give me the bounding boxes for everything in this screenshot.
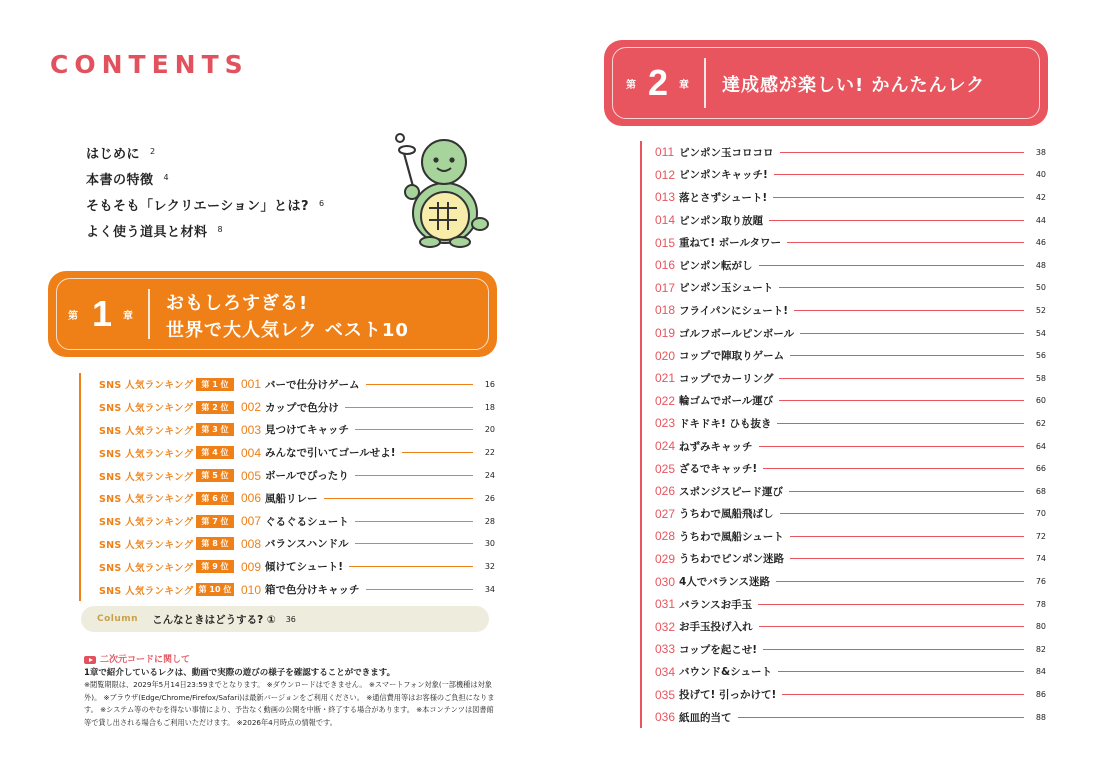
- item-title: 見つけてキャッチ: [265, 424, 349, 437]
- item-title: フライパンにシュート!: [679, 304, 789, 317]
- item-number: 031: [655, 597, 676, 612]
- intro-page: 2: [150, 147, 156, 156]
- leader-line: [769, 220, 1024, 221]
- item-title: 輪ゴムでボール運び: [679, 395, 774, 408]
- item-number: 007: [241, 514, 262, 529]
- leader-line: [779, 287, 1024, 288]
- item-page: 80: [1035, 622, 1046, 632]
- leader-line: [780, 152, 1025, 153]
- list-item[interactable]: [642, 435, 1046, 458]
- item-page: 32: [484, 562, 495, 572]
- item-number: 006: [241, 491, 262, 506]
- item-number: 012: [655, 167, 676, 182]
- list-item[interactable]: [642, 615, 1046, 638]
- item-page: 24: [484, 471, 495, 481]
- leader-line: [763, 649, 1024, 650]
- item-page: 76: [1035, 577, 1046, 587]
- turtle-mascot-illustration: [382, 128, 492, 248]
- leader-line: [324, 498, 474, 499]
- item-number: 005: [241, 468, 262, 483]
- chapter-dai: 第: [626, 80, 636, 91]
- rank-badge: 第 8 位: [196, 537, 234, 550]
- leader-line: [366, 589, 474, 590]
- item-title: ぐるぐるシュート: [265, 515, 349, 528]
- item-page: 72: [1035, 531, 1046, 541]
- item-page: 54: [1035, 328, 1046, 338]
- contents-title: CONTENTS: [50, 50, 249, 79]
- item-number: 024: [655, 439, 676, 454]
- video-play-icon: [84, 656, 96, 664]
- item-title: うちわで風船飛ばし: [679, 508, 774, 521]
- item-number: 022: [655, 393, 676, 408]
- sns-ranking-label: SNS 人気ランキング: [99, 494, 194, 506]
- leader-line: [780, 513, 1025, 514]
- item-number: 017: [655, 280, 676, 295]
- list-item[interactable]: [642, 570, 1046, 593]
- list-item[interactable]: [642, 412, 1046, 435]
- leader-line: [790, 355, 1024, 356]
- leader-line: [773, 197, 1024, 198]
- item-number: 001: [241, 377, 262, 392]
- chapter-divider: [704, 58, 706, 108]
- column-page: 36: [285, 614, 296, 624]
- item-number: 030: [655, 574, 676, 589]
- leader-line: [774, 174, 1024, 175]
- leader-line: [790, 558, 1024, 559]
- item-page: 86: [1035, 690, 1046, 700]
- list-item[interactable]: [642, 503, 1046, 526]
- leader-line: [789, 491, 1024, 492]
- item-number: 025: [655, 461, 676, 476]
- chapter-dai: 第: [68, 311, 78, 322]
- list-item[interactable]: [642, 141, 1046, 164]
- list-item[interactable]: [642, 525, 1046, 548]
- item-title: 箱で色分けキャッチ: [265, 584, 360, 597]
- item-title: ピンポンキャッチ!: [679, 169, 768, 182]
- item-number: 016: [655, 258, 676, 273]
- list-item[interactable]: [642, 457, 1046, 480]
- leader-line: [778, 671, 1024, 672]
- item-page: 82: [1035, 644, 1046, 654]
- item-page: 30: [484, 539, 495, 549]
- item-page: 40: [1035, 170, 1046, 180]
- intro-item: [86, 221, 325, 247]
- list-item[interactable]: [81, 419, 495, 442]
- item-page: 44: [1035, 215, 1046, 225]
- intro-page: 8: [217, 225, 224, 234]
- item-page: 66: [1035, 464, 1046, 474]
- leader-line: [366, 384, 474, 385]
- item-page: 48: [1035, 260, 1046, 270]
- chapter-number: 2: [648, 62, 669, 103]
- item-number: 002: [241, 400, 262, 415]
- item-title: ドキドキ! ひも抜き: [679, 417, 772, 430]
- rank-badge: 第 1 位: [196, 378, 234, 391]
- item-number: 018: [655, 303, 676, 318]
- item-number: 019: [655, 326, 676, 341]
- rank-badge: 第 3 位: [196, 423, 234, 436]
- item-page: 46: [1035, 238, 1046, 248]
- list-item[interactable]: [81, 510, 495, 533]
- leader-line: [355, 429, 473, 430]
- list-item[interactable]: [642, 344, 1046, 367]
- column-entry[interactable]: [81, 606, 489, 632]
- list-item[interactable]: [81, 373, 495, 396]
- item-page: 26: [484, 493, 495, 503]
- leader-line: [776, 581, 1024, 582]
- chapter-number: 1: [92, 293, 113, 334]
- list-item[interactable]: [642, 254, 1046, 277]
- intro-label: そもそも「レクリエーション」とは?: [86, 199, 310, 214]
- right-page: [550, 0, 1100, 777]
- item-title: コップを起こせ!: [679, 643, 758, 656]
- item-number: 004: [241, 445, 262, 460]
- item-number: 013: [655, 190, 676, 205]
- item-title: バランスハンドル: [265, 538, 349, 551]
- item-title: ピンポン玉コロコロ: [679, 146, 774, 159]
- item-page: 74: [1035, 554, 1046, 564]
- list-item[interactable]: [642, 706, 1046, 729]
- item-page: 50: [1035, 283, 1046, 293]
- item-page: 88: [1035, 712, 1046, 722]
- leader-line: [758, 604, 1024, 605]
- list-item[interactable]: [642, 164, 1046, 187]
- item-page: 38: [1035, 147, 1046, 157]
- item-number: 026: [655, 484, 676, 499]
- item-title: カップで色分け: [265, 401, 339, 414]
- intro-page: 6: [319, 199, 325, 208]
- chapter-1-title-line1: おもしろすぎる!: [166, 293, 309, 314]
- item-number: 027: [655, 506, 676, 521]
- item-number: 028: [655, 529, 676, 544]
- list-item[interactable]: [642, 277, 1046, 300]
- leader-line: [355, 543, 473, 544]
- item-title: 風船リレー: [265, 492, 318, 505]
- list-item[interactable]: [642, 299, 1046, 322]
- list-item[interactable]: [81, 464, 495, 487]
- rank-badge: 第 9 位: [196, 560, 234, 573]
- list-item[interactable]: [642, 390, 1046, 413]
- item-title: 4人でバランス迷路: [679, 576, 770, 589]
- item-title: うちわで風船シュート: [679, 530, 784, 543]
- intro-label: はじめに: [86, 147, 141, 162]
- list-item[interactable]: [642, 638, 1046, 661]
- intro-item: [86, 195, 325, 221]
- sns-ranking-label: SNS 人気ランキング: [99, 471, 194, 483]
- item-title: 重ねて! ボールタワー: [679, 237, 782, 250]
- chapter-divider: [148, 289, 150, 339]
- item-page: 70: [1035, 509, 1046, 519]
- column-title: こんなときはどうする? ①: [152, 613, 276, 626]
- chapter-2-list: [640, 141, 1046, 728]
- leader-line: [777, 423, 1024, 424]
- qr-code-notes: [84, 654, 496, 729]
- rank-badge: 第 5 位: [196, 469, 234, 482]
- intro-list: [86, 143, 325, 247]
- list-item[interactable]: [642, 593, 1046, 616]
- chapter-2-banner: [604, 40, 1048, 126]
- item-title: ピンポン取り放題: [679, 214, 763, 227]
- item-number: 009: [241, 559, 262, 574]
- list-item[interactable]: [81, 441, 495, 464]
- leader-line: [738, 717, 1025, 718]
- chapter-2-title: 達成感が楽しい! かんたんレク: [722, 75, 986, 96]
- item-page: 16: [484, 379, 495, 389]
- leader-line: [345, 407, 473, 408]
- list-item[interactable]: [81, 555, 495, 578]
- leader-line: [790, 536, 1024, 537]
- leader-line: [759, 265, 1025, 266]
- item-title: みんなで引いてゴールせよ!: [265, 447, 396, 460]
- leader-line: [349, 566, 473, 567]
- item-title: 落とさずシュート!: [679, 191, 768, 204]
- leader-line: [787, 242, 1024, 243]
- sns-ranking-label: SNS 人気ランキング: [99, 448, 194, 460]
- item-page: 68: [1035, 486, 1046, 496]
- item-page: 58: [1035, 373, 1046, 383]
- list-item[interactable]: [81, 396, 495, 419]
- notes-title: 二次元コードに関して: [100, 655, 191, 665]
- notes-body: ※閲覧期限は、2029年5月14日23:59までとなります。 ※ダウンロードはできません。 ※スマートフォン対象(一部機種は対象外)。 ※ブラウザ(Edge/Chrome/Firefox/Safari)は最新バージョンをご利用ください。 ※通信費用等はお客様のご負担になります。 ※システム等のやむを得ない事情により、予告なく動画の公開を中断・終了する場合があります。 ※本コンテンツは図書館等で貸し出される場合もご利用いただけます。 ※2026年4月時点の情報です。: [84, 680, 495, 727]
- item-number: 034: [655, 664, 676, 679]
- item-title: バウンド&シュート: [679, 666, 772, 679]
- item-title: スポンジスピード運び: [679, 485, 784, 498]
- rank-badge: 第 10 位: [196, 583, 234, 596]
- item-page: 22: [484, 448, 495, 458]
- item-title: バーで仕分けゲーム: [265, 378, 360, 391]
- sns-ranking-label: SNS 人気ランキング: [99, 539, 194, 551]
- leader-line: [763, 468, 1024, 469]
- item-page: 18: [484, 402, 495, 412]
- item-number: 035: [655, 687, 676, 702]
- intro-page: 4: [163, 173, 170, 182]
- list-item[interactable]: [642, 186, 1046, 209]
- rank-badge: 第 4 位: [196, 446, 234, 459]
- list-item[interactable]: [642, 548, 1046, 571]
- leader-line: [355, 475, 473, 476]
- leader-line: [779, 400, 1024, 401]
- item-title: 投げて! 引っかけて!: [679, 689, 777, 702]
- leader-line: [355, 521, 473, 522]
- item-number: 032: [655, 619, 676, 634]
- sns-ranking-label: SNS 人気ランキング: [99, 562, 194, 574]
- item-page: 28: [484, 516, 495, 526]
- rank-badge: 第 7 位: [196, 515, 234, 528]
- notes-heading: [84, 654, 496, 667]
- intro-item: [86, 169, 325, 195]
- item-page: 56: [1035, 351, 1046, 361]
- item-title: ピンポン玉シュート: [679, 282, 774, 295]
- leader-line: [800, 333, 1024, 334]
- item-number: 029: [655, 551, 676, 566]
- sns-ranking-label: SNS 人気ランキング: [99, 380, 194, 392]
- rank-badge: 第 2 位: [196, 401, 234, 414]
- sns-ranking-label: SNS 人気ランキング: [99, 425, 194, 437]
- item-title: ねずみキャッチ: [679, 440, 753, 453]
- leader-line: [402, 452, 473, 453]
- item-number: 020: [655, 348, 676, 363]
- chapter-1-banner: [48, 271, 497, 357]
- item-page: 60: [1035, 396, 1046, 406]
- leader-line: [794, 310, 1024, 311]
- rank-badge: 第 6 位: [196, 492, 234, 505]
- item-page: 20: [484, 425, 495, 435]
- list-item[interactable]: [81, 578, 495, 601]
- item-number: 021: [655, 371, 676, 386]
- item-title: コップでカーリング: [679, 372, 774, 385]
- column-label: Column: [97, 614, 139, 624]
- list-item[interactable]: [642, 683, 1046, 706]
- item-title: バランスお手玉: [679, 598, 753, 611]
- sns-ranking-label: SNS 人気ランキング: [99, 403, 194, 415]
- item-page: 62: [1035, 418, 1046, 428]
- list-item[interactable]: [642, 209, 1046, 232]
- item-title: ざるでキャッチ!: [679, 463, 758, 476]
- item-number: 008: [241, 536, 262, 551]
- list-item[interactable]: [642, 661, 1046, 684]
- item-number: 023: [655, 416, 676, 431]
- item-title: 紙皿的当て: [679, 711, 732, 724]
- item-page: 34: [484, 585, 495, 595]
- item-number: 011: [655, 145, 675, 160]
- leader-line: [782, 694, 1024, 695]
- item-page: 42: [1035, 192, 1046, 202]
- item-title: お手玉投げ入れ: [679, 621, 753, 634]
- item-title: うちわでピンポン迷路: [679, 553, 784, 566]
- sns-ranking-label: SNS 人気ランキング: [99, 585, 194, 597]
- item-title: ピンポン転がし: [679, 259, 753, 272]
- list-item[interactable]: [642, 367, 1046, 390]
- item-page: 78: [1035, 599, 1046, 609]
- item-number: 033: [655, 642, 676, 657]
- item-title: 傾けてシュート!: [265, 561, 344, 574]
- item-number: 010: [241, 582, 262, 597]
- list-item[interactable]: [642, 322, 1046, 345]
- item-number: 015: [655, 235, 676, 250]
- item-number: 036: [655, 710, 676, 725]
- item-title: コップで陣取りゲーム: [679, 350, 785, 363]
- leader-line: [759, 446, 1025, 447]
- item-number: 014: [655, 213, 676, 228]
- notes-lead: 1章で紹介しているレクは、動画で実際の遊びの様子を確認することができます。: [84, 667, 396, 678]
- list-item[interactable]: [81, 487, 495, 510]
- list-item[interactable]: [642, 480, 1046, 503]
- item-page: 64: [1035, 441, 1046, 451]
- intro-item: [86, 143, 325, 169]
- intro-label: 本書の特徴: [86, 173, 154, 188]
- item-title: ボールでぴったり: [265, 470, 349, 483]
- chapter-sho: 章: [679, 80, 689, 91]
- leader-line: [779, 378, 1024, 379]
- item-page: 84: [1035, 667, 1046, 677]
- leader-line: [759, 626, 1025, 627]
- list-item[interactable]: [81, 533, 495, 556]
- chapter-1-list: [79, 373, 495, 601]
- item-page: 52: [1035, 305, 1046, 315]
- item-number: 003: [241, 422, 262, 437]
- list-item[interactable]: [642, 231, 1046, 254]
- item-title: ゴルフボールピンボール: [679, 327, 795, 340]
- intro-label: よく使う道具と材料: [86, 225, 208, 240]
- chapter-1-title-line2: 世界で大人気レク ベスト10: [166, 320, 409, 341]
- sns-ranking-label: SNS 人気ランキング: [99, 517, 194, 529]
- chapter-sho: 章: [123, 311, 133, 322]
